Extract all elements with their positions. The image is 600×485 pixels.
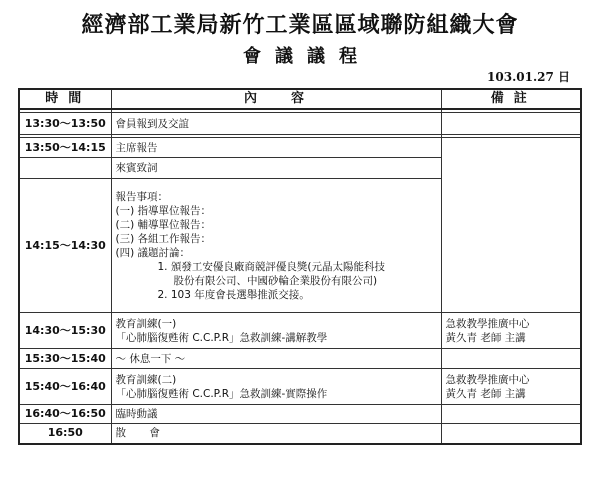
table-row: [19, 369, 581, 405]
row-content: [111, 369, 441, 405]
content-line: 教育訓練(一): [115, 317, 177, 330]
content-line: 教育訓練(二): [115, 373, 177, 386]
remark-line: 急救教學推廣中心: [445, 317, 530, 330]
content-line: (一) 指導單位報告：: [115, 204, 212, 217]
row-remarks: [441, 405, 581, 424]
row-content: [111, 313, 441, 349]
row-content: [111, 179, 441, 313]
content-line: 1. 頒發工安優良廠商競評優良獎(元晶太陽能科技: [157, 260, 385, 273]
table-header-row: [19, 89, 581, 109]
remark-line: 急救教學推廣中心: [445, 373, 530, 386]
table-row: [19, 138, 581, 158]
remark-line: 黃久青 老師 主講: [445, 331, 526, 344]
table-row: [19, 405, 581, 424]
row-content: ～ 休息一下 ～: [111, 349, 441, 369]
row-time: 14:15～14:30: [19, 179, 111, 313]
row-remarks: [441, 424, 581, 444]
row-content: 臨時動議: [111, 405, 441, 424]
row-content: 散 會: [111, 424, 441, 444]
table-row: [19, 313, 581, 349]
row-time: 16:50: [19, 424, 111, 444]
row-content: 來賓致詞: [111, 158, 441, 179]
row-remarks: [441, 349, 581, 369]
row-time: 15:30～15:40: [19, 349, 111, 369]
row-content: 會員報到及交誼: [111, 113, 441, 135]
row-content: 主席報告: [111, 138, 441, 158]
row-remarks: [441, 369, 581, 405]
content-line: 2. 103 年度會長選舉推派交接。: [157, 288, 310, 301]
row-remarks: [441, 313, 581, 349]
content-line: (四) 議題討論：: [115, 246, 191, 259]
document-title: 經濟部工業局新竹工業區區域聯防組織大會: [81, 12, 519, 38]
remark-line: 黃久青 老師 主講: [445, 387, 526, 400]
row-remarks: [441, 138, 581, 313]
table-row: [19, 424, 581, 444]
header-content: 內容: [111, 89, 441, 109]
header-time: 時間: [19, 89, 111, 109]
content-line: 「心肺腦復甦術 C.C.P.R」急救訓練-實際操作: [115, 387, 328, 400]
row-time: 13:50～14:15: [19, 138, 111, 158]
row-time: 15:40～16:40: [19, 369, 111, 405]
content-line: 股份有限公司、中國砂輪企業股份有限公司): [173, 274, 378, 287]
content-line: (二) 輔導單位報告：: [115, 218, 212, 231]
row-remarks: [441, 113, 581, 135]
agenda-table: [18, 88, 582, 445]
row-time: 16:40～16:50: [19, 405, 111, 424]
table-row: [19, 349, 581, 369]
content-line: (三) 各組工作報告：: [115, 232, 212, 245]
row-time: [19, 158, 111, 179]
table-row: [19, 113, 581, 135]
header-remarks: 備註: [441, 89, 581, 109]
content-line: 報告事項：: [115, 190, 168, 203]
row-time: 13:30～13:50: [19, 113, 111, 135]
row-time: 14:30～15:30: [19, 313, 111, 349]
content-line: 「心肺腦復甦術 C.C.P.R」急救訓練-講解教學: [115, 331, 328, 344]
document-subtitle: 會議議程: [243, 46, 371, 67]
document-date: 103.01.27 日: [487, 70, 570, 84]
